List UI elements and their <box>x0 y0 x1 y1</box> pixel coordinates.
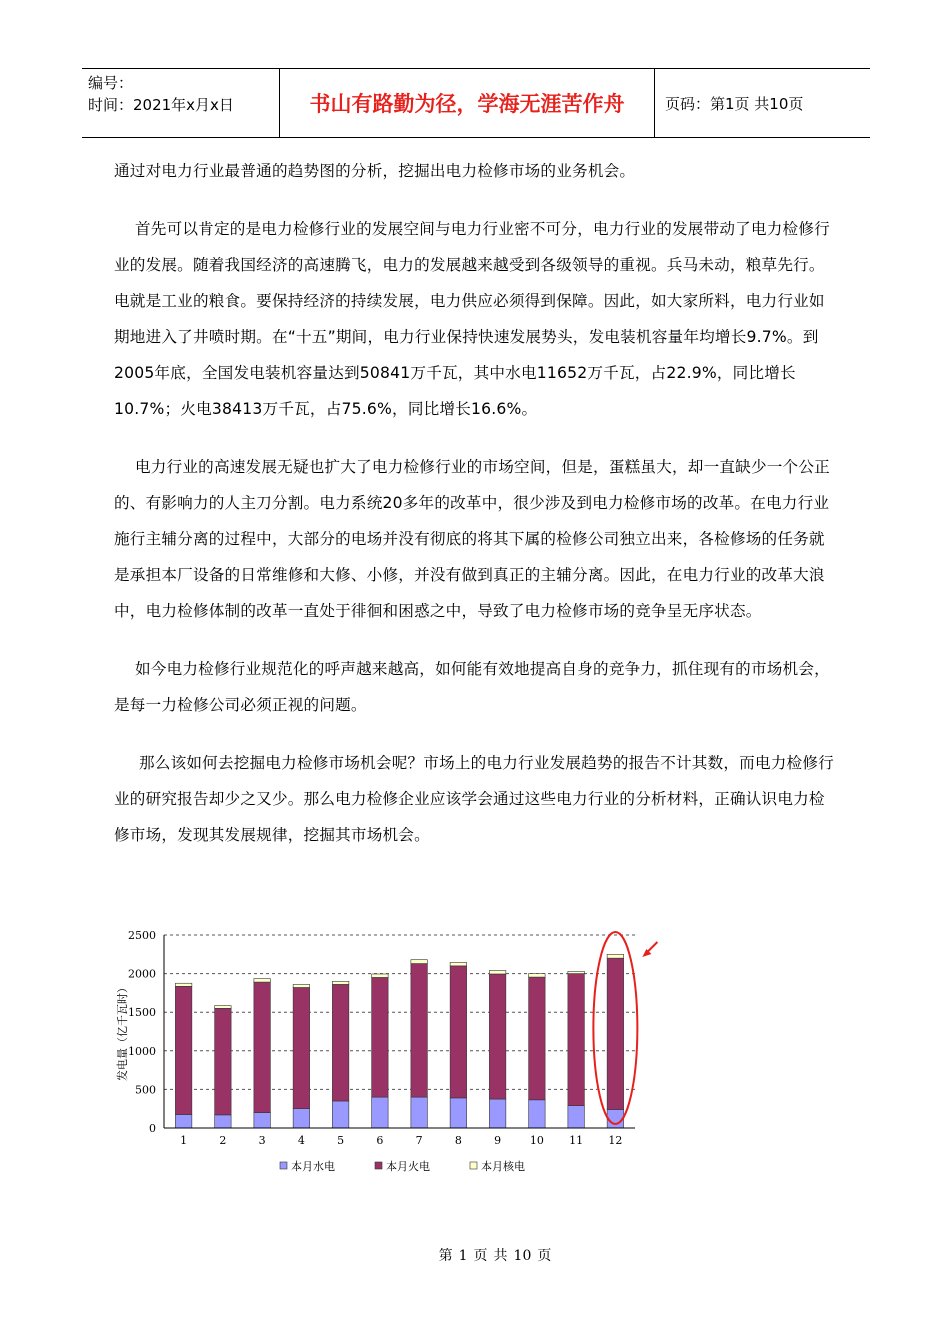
y-tick-label: 1000 <box>128 1044 156 1058</box>
header-motto: 书山有路勤为径，学海无涯苦作舟 <box>280 69 655 137</box>
x-tick-label: 7 <box>415 1134 423 1147</box>
bar-segment <box>215 1008 231 1115</box>
bar-segment <box>332 981 348 984</box>
x-tick-label: 3 <box>258 1134 266 1147</box>
time-label: 时间：2021年x月x日 <box>88 96 234 114</box>
bar-segment <box>332 984 348 1101</box>
footer-ye2: 页 <box>537 1248 552 1264</box>
y-axis-label: 发电量（亿千瓦时） <box>116 982 129 1081</box>
footer-di: 第 <box>438 1248 453 1264</box>
highlight-annotation <box>593 932 657 1124</box>
bar-segment <box>607 1109 623 1128</box>
bar-segment <box>411 1097 427 1128</box>
x-tick-label: 10 <box>529 1134 544 1147</box>
document-body <box>114 153 836 875</box>
chart-grid <box>164 935 635 1089</box>
bar-segment <box>450 966 466 1098</box>
legend-label: 本月水电 <box>291 1160 335 1173</box>
paragraph-1: 通过对电力行业最普通的趋势图的分析，挖掘出电力检修市场的业务机会。 <box>114 162 636 180</box>
bar-segment <box>529 977 545 1100</box>
bar-segment <box>215 1006 231 1009</box>
chart-bars <box>175 954 623 1128</box>
paragraph-2: 首先可以肯定的是电力检修行业的发展空间与电力行业密不可分，电力行业的发展带动了电力检修行业的发展。随着我国经济的高速腾飞，电力的发展越来越受到各级领导的重视。兵马未动，粮草先行。电就是工业的粮食。要保持经济的持续发展，电力供应必须得到保障。因此，如大家所料，电力行业如期地进入了井喷时期。在“十五”期间，电力行业保持快速发展势头，发电装机容量年均增长9.7%。到2005年底，全国发电装机容量达到50841万千瓦，其中水电11652万千瓦，占22.9%，同比增长10.7%；火电38413万千瓦，占75.6%，同比增长16.6%。 <box>114 220 830 418</box>
y-tick-label: 500 <box>135 1083 156 1097</box>
x-tick-label: 5 <box>337 1134 345 1147</box>
number-label: 编号： <box>88 74 134 92</box>
footer-total-pages: 10 <box>513 1248 532 1264</box>
power-generation-chart <box>110 922 670 1182</box>
x-tick-label: 6 <box>376 1134 384 1147</box>
x-tick-label: 4 <box>297 1134 305 1147</box>
bar-segment <box>293 987 309 1108</box>
bar-segment <box>293 1109 309 1128</box>
bar-segment <box>254 982 270 1112</box>
x-tick-label: 2 <box>219 1134 227 1147</box>
footer-gong: 共 <box>493 1248 508 1264</box>
bar-segment <box>568 974 584 1106</box>
bar-segment <box>215 1115 231 1128</box>
bar-segment <box>529 1100 545 1128</box>
bar-segment <box>411 960 427 964</box>
y-tick-label: 2500 <box>128 929 156 942</box>
paragraph-4: 如今电力检修行业规范化的呼声越来越高，如何能有效地提高自身的竞争力，抓住现有的市场机会，是每一力检修公司必须正视的问题。 <box>114 660 830 714</box>
paragraph-5: 那么该如何去挖掘电力检修市场机会呢？市场上的电力行业发展趋势的报告不计其数，而电力检修行业的研究报告却少之又少。那么电力检修企业应该学会通过这些电力行业的分析材料，正确认识电力检修市场，发现其发展规律，挖掘其市场机会。 <box>114 754 834 844</box>
bar-segment <box>254 1113 270 1128</box>
chart-legend <box>280 1159 525 1173</box>
bar-segment <box>372 1097 388 1128</box>
x-tick-label: 12 <box>608 1134 623 1147</box>
y-tick-label: 0 <box>149 1122 156 1135</box>
bar-segment <box>489 971 505 974</box>
bar-segment <box>607 958 623 1109</box>
bar-segment <box>450 962 466 965</box>
footer-page-number: 1 <box>458 1248 468 1264</box>
paragraph-3: 电力行业的高速发展无疑也扩大了电力检修行业的市场空间，但是，蛋糕虽大，却一直缺少一个公正的、有影响力的人主刀分割。电力系统20多年的改革中，很少涉及到电力检修市场的改革。在电力行业施行主辅分离的过程中，大部分的电场并没有彻底的将其下属的检修公司独立出来，各检修场的任务就是承担本厂设备的日常维修和大修、小修，并没有做到真正的主辅分离。因此，在电力行业的改革大浪中，电力检修体制的改革一直处于徘徊和困惑之中，导致了电力检修市场的竞争呈无序状态。 <box>114 458 830 620</box>
bar-segment <box>489 1099 505 1128</box>
page-footer <box>0 1245 950 1265</box>
header-page-info: 页码：第1页 共10页 <box>665 94 804 113</box>
y-tick-label: 1500 <box>128 1006 156 1020</box>
x-tick-label: 9 <box>494 1134 502 1147</box>
bar-segment <box>175 983 191 986</box>
bar-segment <box>411 964 427 1098</box>
bar-segment <box>372 974 388 977</box>
legend-swatch <box>375 1162 382 1169</box>
bar-segment <box>568 1106 584 1128</box>
legend-label: 本月核电 <box>481 1160 525 1173</box>
legend-swatch <box>280 1162 287 1169</box>
bar-segment <box>568 971 584 973</box>
x-tick-label: 1 <box>180 1134 188 1147</box>
bar-segment <box>450 1098 466 1128</box>
bar-segment <box>607 954 623 958</box>
x-tick-label: 8 <box>454 1134 462 1147</box>
bar-segment <box>175 986 191 1114</box>
y-tick-label: 2000 <box>128 967 156 981</box>
bar-segment <box>293 984 309 987</box>
legend-label: 本月火电 <box>386 1160 430 1173</box>
bar-segment <box>175 1114 191 1128</box>
bar-segment <box>489 974 505 1099</box>
footer-ye: 页 <box>473 1248 488 1264</box>
x-tick-label: 11 <box>569 1134 584 1147</box>
bar-segment <box>372 977 388 1097</box>
bar-segment <box>332 1101 348 1128</box>
page-header <box>82 68 870 138</box>
legend-swatch <box>470 1162 477 1169</box>
header-meta <box>82 69 280 137</box>
bar-segment <box>529 974 545 977</box>
bar-segment <box>254 979 270 982</box>
